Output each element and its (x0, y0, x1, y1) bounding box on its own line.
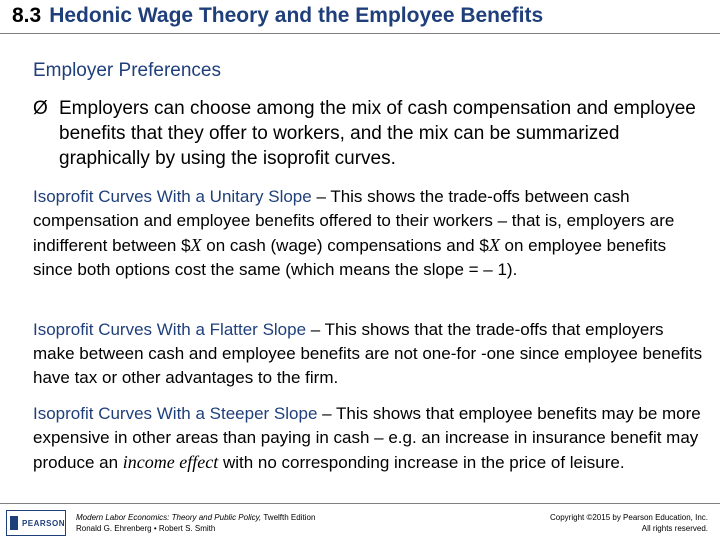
paragraph-text: – This shows that employee benefits may be more expensive in other areas than paying in cash – e.g. an increase in insurance benefit may produce an (33, 404, 701, 472)
arrow-bullet-icon: Ø (33, 98, 48, 119)
rights-line: All rights reserved. (641, 524, 708, 533)
logo-text: PEARSON (21, 518, 65, 528)
variable-x: X (190, 235, 202, 255)
copyright-line: Copyright ©2015 by Pearson Education, Inc. (550, 513, 708, 522)
book-edition: Twelfth Edition (261, 513, 316, 522)
bullet-point (33, 96, 703, 171)
book-title: Modern Labor Economics: Theory and Public Policy, (76, 513, 262, 522)
book-authors: Ronald G. Ehrenberg • Robert S. Smith (76, 524, 216, 533)
paragraph-text: on cash (wage) compensations and $ (201, 236, 489, 255)
pearson-logo (6, 510, 66, 536)
paragraph-text: – This shows that the trade-offs that employers make between cash and employee benefits are not one-for -one since employee benefits have tax or other advantages to the firm. (33, 320, 703, 387)
paragraph-steeper-slope (33, 402, 705, 475)
paragraph-flatter-slope (33, 318, 705, 390)
section-number: 8.3 (12, 4, 42, 27)
pearson-logo-icon (10, 516, 18, 530)
emphasis-text: income effect (122, 452, 219, 472)
bullet-text: Employers can choose among the mix of cash compensation and employee benefits that they offer to workers, and the mix can be summarized graphically by using the isoprofit curves. (59, 98, 696, 169)
paragraph-unitary-slope (33, 185, 705, 282)
subheading: Employer Preferences (33, 60, 221, 81)
footer-divider (0, 503, 720, 504)
paragraph-text: – This shows the trade-offs between cash compensation and employee benefits offered to their workers – that is, employers are indifferent between $ (33, 187, 675, 255)
title-divider (0, 33, 720, 34)
title-text: Hedonic Wage Theory and the Employee Benefits (49, 4, 544, 27)
slide-title (12, 4, 543, 28)
paragraph-text: on employee benefits since both options cost the same (which means the slope = – 1). (33, 236, 667, 279)
copyright-notice (550, 512, 708, 534)
variable-x: X (488, 235, 500, 255)
paragraph-heading: Isoprofit Curves With a Steeper Slope (33, 404, 318, 423)
paragraph-heading: Isoprofit Curves With a Unitary Slope (33, 187, 312, 206)
paragraph-text: with no corresponding increase in the price of leisure. (218, 453, 625, 472)
book-citation (76, 512, 315, 534)
paragraph-heading: Isoprofit Curves With a Flatter Slope (33, 320, 307, 339)
